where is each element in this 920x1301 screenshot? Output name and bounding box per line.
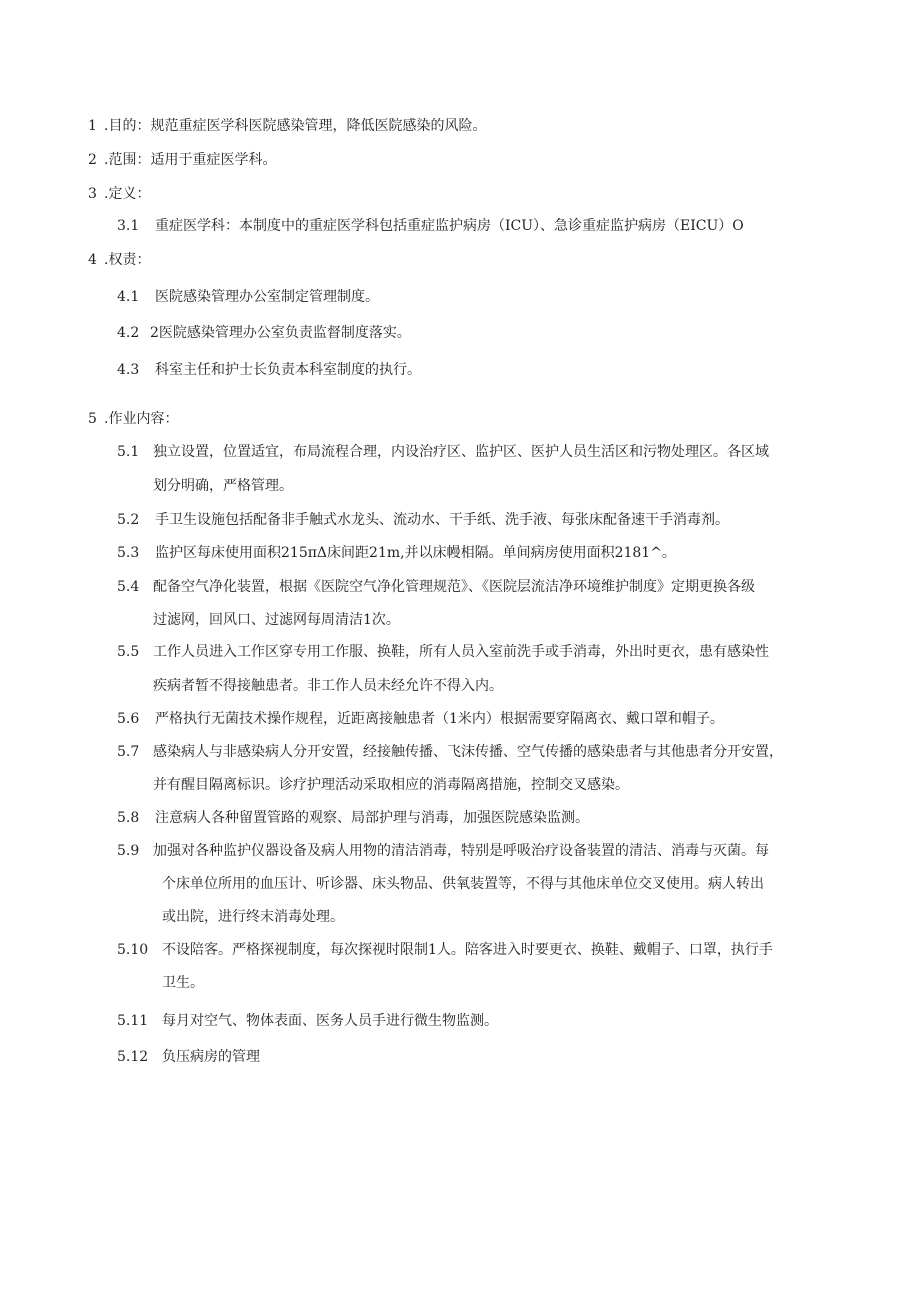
section-5-number: 5 bbox=[88, 411, 97, 427]
section-5-5-line-2: 疾病者暂不得接触患者。非工作人员未经允许不得入内。 bbox=[153, 678, 503, 694]
section-5-9-number: 5.9 bbox=[117, 843, 140, 859]
section-4-2-text: 2医院感染管理办公室负责监督制度落实。 bbox=[150, 325, 411, 341]
section-5-3-number: 5.3 bbox=[117, 545, 140, 561]
section-5-9-line-2: 个床单位所用的血压计、听诊器、床头物品、供氧装置等，不得与其他床单位交叉使用。病人转出 bbox=[162, 876, 764, 892]
section-5-4-number: 5.4 bbox=[117, 579, 140, 595]
section-5-8-number: 5.8 bbox=[117, 810, 140, 826]
section-5-10-number: 5.10 bbox=[117, 942, 149, 958]
section-5-12-number: 5.12 bbox=[117, 1049, 149, 1065]
section-5-3-text: 监护区每床使用面积215πΔ床间距21m,并以床幔相隔。单间病房使用面积2181^。 bbox=[155, 545, 676, 561]
section-4-1-text: 医院感染管理办公室制定管理制度。 bbox=[155, 289, 379, 305]
section-1-text: .目的：规范重症医学科医院感染管理，降低医院感染的风险。 bbox=[104, 118, 487, 134]
section-1-number: 1 bbox=[88, 118, 97, 134]
section-5-6-number: 5.6 bbox=[117, 711, 140, 727]
section-5-9-line-1: 加强对各种监护仪器设备及病人用物的清洁消毒，特别是呼吸治疗设备装置的清洁、消毒与灭菌。每 bbox=[153, 843, 769, 859]
section-5-7-number: 5.7 bbox=[117, 744, 140, 760]
section-4-1-number: 4.1 bbox=[117, 289, 140, 305]
section-3-1-text: 重症医学科：本制度中的重症医学科包括重症监护病房（ICU）、急诊重症监护病房（EICU）O bbox=[155, 218, 744, 234]
section-4-3-text: 科室主任和护士长负责本科室制度的执行。 bbox=[155, 362, 421, 378]
section-5-9-line-3: 或出院，进行终末消毒处理。 bbox=[162, 909, 344, 925]
section-5-11-text: 每月对空气、物体表面、医务人员手进行微生物监测。 bbox=[162, 1013, 498, 1029]
section-5-10-line-2: 卫生。 bbox=[162, 975, 204, 991]
section-5-8-text: 注意病人各种留置管路的观察、局部护理与消毒，加强医院感染监测。 bbox=[155, 810, 589, 826]
section-5-6-text: 严格执行无菌技术操作规程，近距离接触患者（1米内）根据需要穿隔离衣、戴口罩和帽子。 bbox=[155, 711, 724, 727]
section-3-text: .定义： bbox=[104, 186, 151, 202]
section-5-11-number: 5.11 bbox=[117, 1013, 149, 1029]
section-5-7-line-2: 并有醒目隔离标识。诊疗护理活动采取相应的消毒隔离措施，控制交叉感染。 bbox=[153, 777, 629, 793]
section-5-2-number: 5.2 bbox=[117, 512, 140, 528]
section-5-4-line-1: 配备空气净化装置，根据《医院空气净化管理规范》、《医院层流洁净环境维护制度》定期更换各级 bbox=[153, 579, 755, 595]
section-5-7-line-1: 感染病人与非感染病人分开安置，经接触传播、飞沫传播、空气传播的感染患者与其他患者分开安置， bbox=[153, 744, 783, 760]
section-5-1-number: 5.1 bbox=[117, 444, 140, 460]
section-2-number: 2 bbox=[88, 152, 97, 168]
section-5-5-number: 5.5 bbox=[117, 644, 140, 660]
section-5-12-text: 负压病房的管理 bbox=[162, 1049, 260, 1065]
section-5-4-line-2: 过滤网，回风口、过滤网每周清洁1次。 bbox=[153, 612, 400, 628]
section-4-3-number: 4.3 bbox=[117, 362, 140, 378]
section-3-1-number: 3.1 bbox=[117, 218, 140, 234]
section-3-number: 3 bbox=[88, 186, 97, 202]
section-5-1-line-1: 独立设置，位置适宜，布局流程合理，内设治疗区、监护区、医护人员生活区和污物处理区。各区域 bbox=[153, 444, 769, 460]
section-4-text: .权责： bbox=[104, 252, 151, 268]
section-5-1-line-2: 划分明确，严格管理。 bbox=[153, 478, 293, 494]
section-4-number: 4 bbox=[88, 252, 97, 268]
section-5-5-line-1: 工作人员进入工作区穿专用工作服、换鞋，所有人员入室前洗手或手消毒，外出时更衣，患有感染性 bbox=[153, 644, 769, 660]
section-2-text: .范围：适用于重症医学科。 bbox=[104, 152, 277, 168]
section-5-2-text: 手卫生设施包括配备非手触式水龙头、流动水、干手纸、洗手液、每张床配备速干手消毒剂。 bbox=[155, 512, 729, 528]
section-5-10-line-1: 不设陪客。严格探视制度，每次探视时限制1人。陪客进入时要更衣、换鞋、戴帽子、口罩，执行手 bbox=[162, 942, 773, 958]
section-4-2-number: 4.2 bbox=[117, 325, 140, 341]
section-5-text: .作业内容： bbox=[104, 411, 179, 427]
